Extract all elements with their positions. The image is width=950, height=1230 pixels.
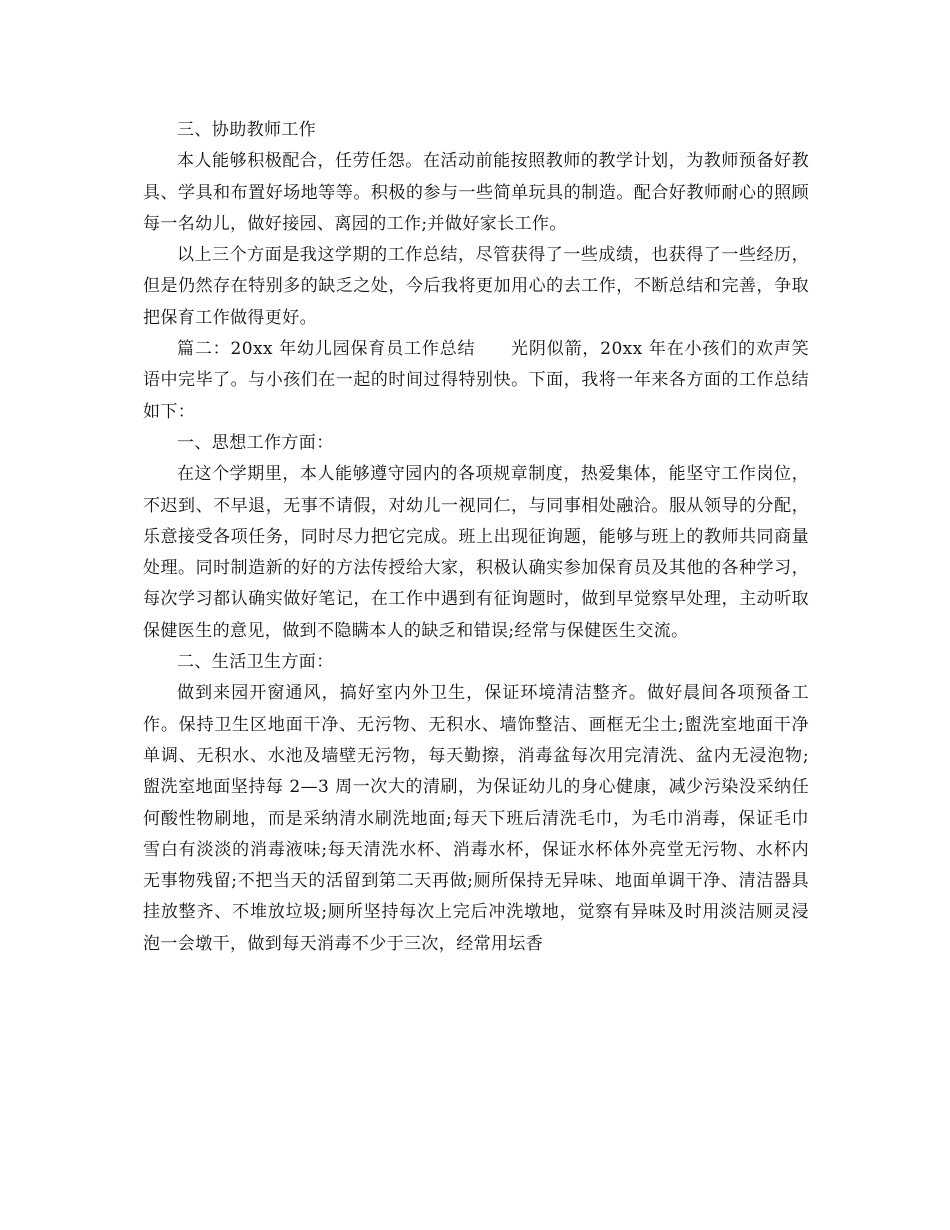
section-heading-ideology: 一、思想工作方面：	[177, 432, 334, 453]
paragraph-summary: 以上三个方面是我这学期的工作总结，尽管获得了一些成绩，也获得了一些经历，但是仍然存在特别多的缺乏之处，今后我将更加用心的去工作，不断总结和完善，争取把保育工作做得更好。	[143, 245, 809, 328]
document-body	[143, 115, 809, 960]
section-heading-hygiene: 二、生活卫生方面：	[177, 652, 334, 673]
paragraph-part-two-intro: 篇二：20xx 年幼儿园保育员工作总结 光阴似箭，20xx 年在小孩们的欢声笑语中完毕了。与小孩们在一起的时间过得特别快。下面，我将一年来各方面的工作总结如下：	[143, 339, 809, 422]
paragraph-assist-teachers: 本人能够积极配合，任劳任怨。在活动前能按照教师的教学计划，为教师预备好教具、学具和布置好场地等等。积极的参与一些简单玩具的制造。配合好教师耐心的照顾每一名幼儿，做好接园、离园的工作;并做好家长工作。	[143, 151, 809, 234]
paragraph-ideology: 在这个学期里，本人能够遵守园内的各项规章制度，热爱集体，能坚守工作岗位，不迟到、不早退，无事不请假，对幼儿一视同仁，与同事相处融洽。服从领导的分配，乐意接受各项任务，同时尽力把它完成。班上出现征询题，能够与班上的教师共同商量处理。同时制造新的好的方法传授给大家，积极认确实参加保育员及其他的各种学习，每次学习都认确实做好笔记，在工作中遇到有征询题时，做到早觉察早处理，主动听取保健医生的意见，做到不隐瞒本人的缺乏和错误;经常与保健医生交流。	[143, 464, 809, 641]
paragraph-hygiene: 做到来园开窗通风，搞好室内外卫生，保证环境清洁整齐。做好晨间各项预备工作。保持卫生区地面干净、无污物、无积水、墙饰整洁、画框无尘土;盥洗室地面干净单调、无积水、水池及墙壁无污物，每天勤擦，消毒盆每次用完清洗、盆内无浸泡物;盥洗室地面坚持每 2—3 周一次大的清刷，为保证幼儿的身心健康，减少污染没采纳任何酸性物刷地，而是采纳清水刷洗地面;每天下班后清洗毛巾，为毛巾消毒，保证毛巾雪白有淡淡的消毒液味;每天清洗水杯、消毒水杯，保证水杯体外亮堂无污物、水杯内无事物残留;不把当天的活留到第二天再做;厕所保持无异味、地面单调干净、清洁器具挂放整齐、不堆放垃圾;厕所坚持每次上完后冲洗墩地，觉察有异味及时用淡洁厕灵浸泡一会墩干，做到每天消毒不少于三次，经常用坛香	[143, 683, 809, 954]
section-heading-assist-teachers: 三、协助教师工作	[177, 120, 317, 140]
